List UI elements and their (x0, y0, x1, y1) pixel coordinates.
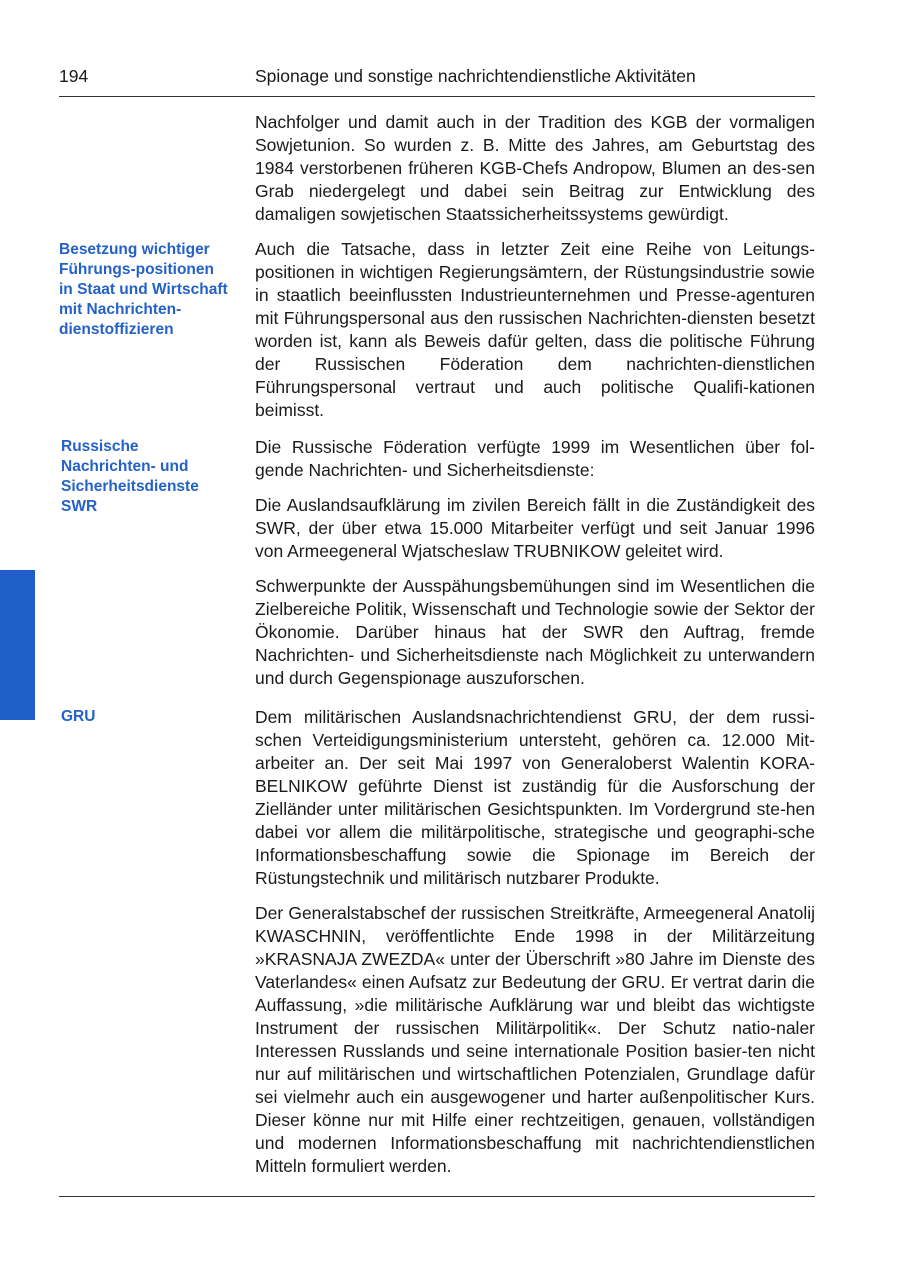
margin-note-swr: Russische Nachrichten- und Sicherheitsdienste SWR (61, 438, 199, 515)
page-header (59, 66, 815, 97)
chapter-tab (0, 570, 35, 720)
margin-note-leadership: Besetzung wichtiger Führungs-positionen in Staat und Wirtschaft mit Nachrichten-dienstoffizieren (59, 241, 228, 338)
footer-rule (59, 1196, 815, 1197)
paragraph-5: Schwerpunkte der Ausspähungsbemühungen sind im Wesentlichen die Zielbereiche Politik, Wissenschaft und Technologie sowie der Sektor der Ökonomie. Darüber hinaus hat der SWR den Auftrag, fremde Nachrichten- und Sicherheitsdienste nach Möglichkeit zu unterwandern und durch Gegenspionage auszuforschen. (255, 576, 815, 688)
page-number: 194 (59, 66, 89, 86)
paragraph-2: Auch die Tatsache, dass in letzter Zeit eine Reihe von Leitungs-positionen in wichtigen Regierungsämtern, der Rüstungsindustrie sowie in staatlich beeinflussten Industrieunternehmen und Presse-agenturen mit Führungspersonal aus den russischen Nachrichten-diensten besetzt worden ist, kann als Beweis dafür gelten, dass die politische Führung der Russischen Föderation dem nachrichten-dienstlichen Führungspersonal vertraut und auch politische Qualifi-kationen beimisst. (255, 239, 815, 420)
body-section-1 (255, 111, 815, 434)
paragraph-3: Die Russische Föderation verfügte 1999 im Wesentlichen über fol-gende Nachrichten- und Sicherheitsdienste: (255, 437, 815, 480)
margin-note-gru: GRU (61, 708, 96, 725)
paragraph-1: Nachfolger und damit auch in der Tradition des KGB der vormaligen Sowjetunion. So wurden z. B. Mitte des Jahres, am Geburtstag des 1984 verstorbenen früheren KGB-Chefs Andropow, Blumen an des-sen Grab niedergelegt und dabei sein Beitrag zur Entwicklung des damaligen sowjetischen Staatssicherheitssystems gewürdigt. (255, 112, 815, 224)
running-title: Spionage und sonstige nachrichtendienstliche Aktivitäten (255, 66, 696, 86)
paragraph-7: Der Generalstabschef der russischen Streitkräfte, Armeegeneral Anatolij KWASCHNIN, veröffentlichte Ende 1998 in der Militärzeitung »KRASNAJA ZWEZDA« unter der Überschrift »80 Jahre im Dienste des Vaterlandes« einen Aufsatz zur Bedeutung der GRU. Er vertrat darin die Auffassung, »die militärische Aufklärung war und bleibt das wichtigste Instrument der russischen Militärpolitik«. Der Schutz natio-naler Interessen Russlands und seine internationale Position basier-ten nicht nur auf militärischen und wirtschaftlichen Potenzialen, Grundlage dafür sei vielmehr auch ein ausgewogener und harter außenpolitischer Kurs. Dieser könne nur mit Hilfe einer rechtzeitigen, genauen, vollständigen und modernen Informationsbeschaffung mit nachrichtendienstlichen Mitteln formuliert werden. (255, 903, 815, 1176)
body-section-3 (255, 706, 815, 1190)
paragraph-4: Die Auslandsaufklärung im zivilen Bereich fällt in die Zuständigkeit des SWR, der über etwa 15.000 Mitarbeiter verfügt und seit Januar 1996 von Armeegeneral Wjatscheslaw TRUBNIKOW geleitet wird. (255, 495, 815, 561)
body-section-2 (255, 436, 815, 702)
paragraph-6: Dem militärischen Auslandsnachrichtendienst GRU, der dem russi-schen Verteidigungsministerium untersteht, gehören ca. 12.000 Mit-arbeiter an. Der seit Mai 1997 von Generaloberst Walentin KORA-BELNIKOW geführte Dienst ist zuständig für die Ausforschung der Zielländer unter militärischen Gesichtspunkten. Im Vordergrund ste-hen dabei vor allem die militärpolitische, strategische und geographi-sche Informationsbeschaffung sowie die Spionage im Bereich der Rüstungstechnik und militärisch nutzbarer Produkte. (255, 707, 815, 888)
